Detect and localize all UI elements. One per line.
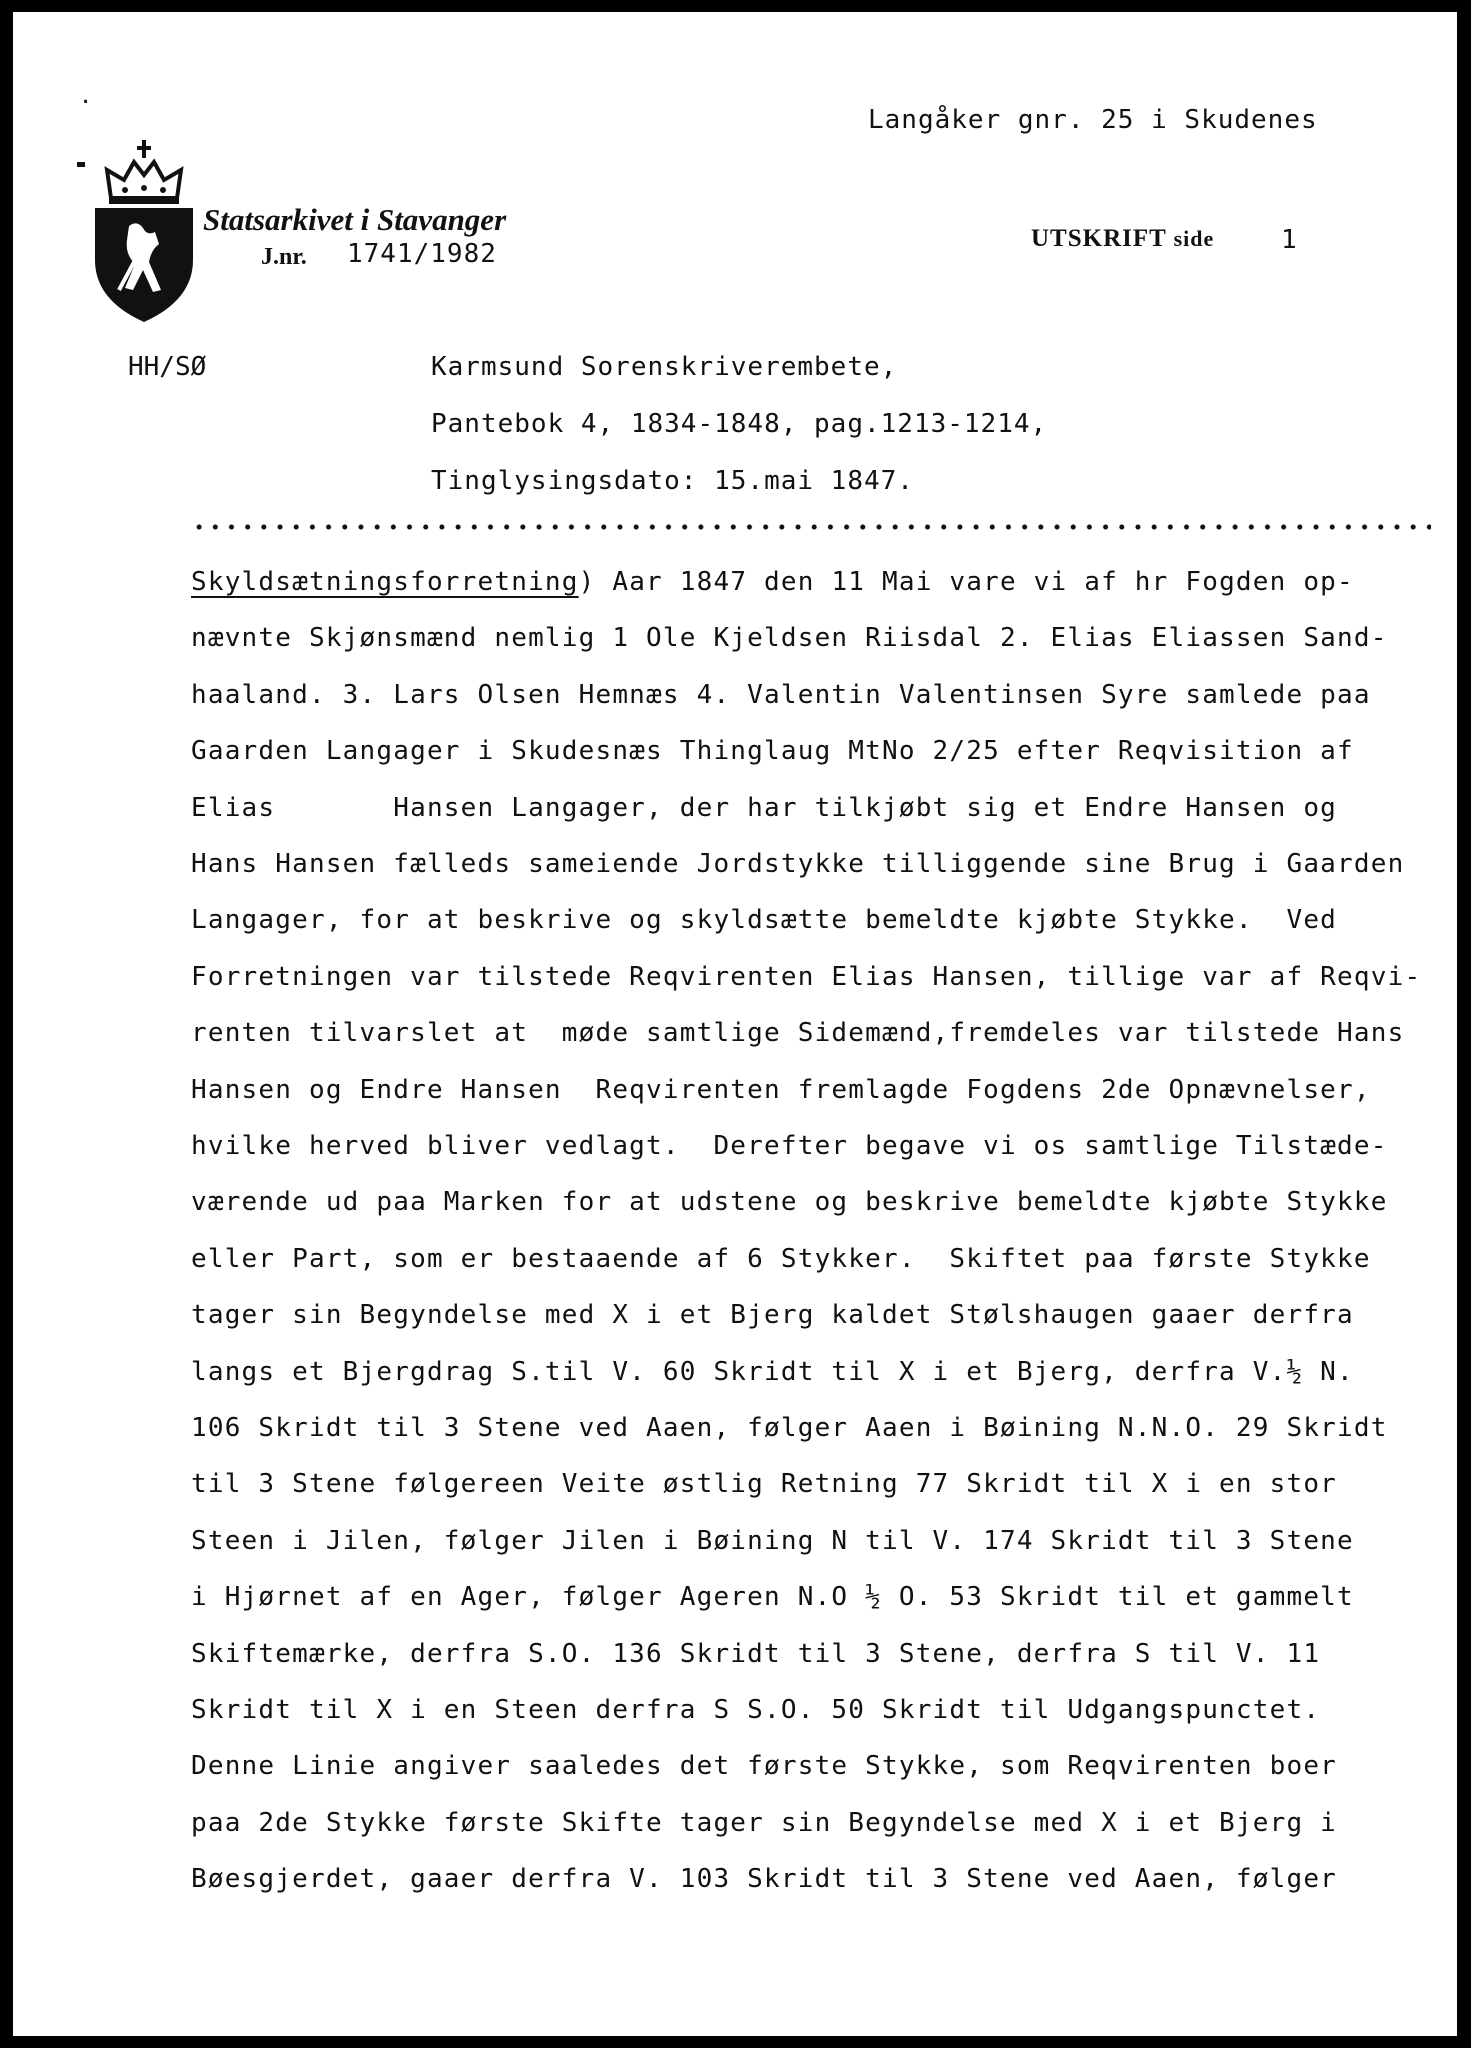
body-line-text: Forretningen var tilstede Reqvirenten Elias Hansen, tillige var af Reqvi- bbox=[191, 961, 1422, 992]
body-line bbox=[191, 1808, 1337, 1838]
body-line-text: værende ud paa Marken for at udstene og beskrive bemeldte kjøbte Stykke bbox=[191, 1187, 1388, 1218]
body-line-text: til 3 Stene følgereen Veite østlig Retning 77 Skridt til X i en stor bbox=[191, 1469, 1338, 1500]
body-line bbox=[191, 1300, 1354, 1330]
body-line-text: nævnte Skjønsmænd nemlig 1 Ole Kjeldsen Riisdal 2. Elias Eliassen Sand- bbox=[191, 623, 1388, 654]
body-line bbox=[191, 623, 1388, 653]
body-line-text: Denne Linie angiver saaledes det første Stykke, som Reqvirenten boer bbox=[191, 1751, 1338, 1782]
utskrift-label: UTSKRIFT bbox=[1031, 225, 1167, 252]
body-line bbox=[191, 1357, 1354, 1387]
body-line-text: 106 Skridt til 3 Stene ved Aaen, følger Aaen i Bøining N.N.O. 29 Skridt bbox=[191, 1413, 1388, 1443]
body-line bbox=[191, 1639, 1320, 1669]
transcript-label bbox=[1031, 225, 1214, 253]
body-line bbox=[191, 736, 1354, 766]
body-line bbox=[191, 1075, 1371, 1105]
body-line bbox=[191, 962, 1421, 992]
property-reference: Langåker gnr. 25 i Skudenes bbox=[868, 105, 1318, 135]
body-line-text: i Hjørnet af en Ager, følger Ageren N.O ½ O. 53 Skridt til et gammelt bbox=[191, 1582, 1354, 1613]
norwegian-coat-of-arms-icon bbox=[89, 140, 199, 325]
body-line bbox=[191, 1413, 1388, 1443]
side-label: side bbox=[1173, 226, 1215, 251]
document-heading: Skyldsætningsforretning bbox=[191, 567, 579, 597]
source-line: Tinglysingsdato: 15.mai 1847. bbox=[431, 466, 914, 496]
dotted-separator bbox=[191, 524, 1431, 530]
body-line bbox=[191, 905, 1337, 935]
body-line-text: Steen i Jilen, følger Jilen i Bøining N til V. 174 Skridt til 3 Stene bbox=[191, 1525, 1354, 1556]
scan-mark: · bbox=[79, 90, 93, 115]
body-line bbox=[191, 567, 1354, 597]
body-line bbox=[191, 1751, 1337, 1781]
body-line-text: Skridt til X i en Steen derfra S S.O. 50 Skridt til Udgangspunctet. bbox=[191, 1695, 1321, 1725]
author-initials: HH/SØ bbox=[128, 352, 207, 382]
body-line bbox=[191, 1244, 1371, 1274]
body-line bbox=[191, 1582, 1354, 1612]
body-line bbox=[191, 1864, 1337, 1894]
body-line bbox=[191, 1187, 1388, 1217]
body-line-text: Hansen og Endre Hansen Reqvirenten fremlagde Fogdens 2de Opnævnelser, bbox=[191, 1074, 1371, 1105]
body-line-text: Gaarden Langager i Skudesnæs Thinglaug MtNo 2/25 efter Reqvisition af bbox=[191, 736, 1354, 767]
body-line-text: Bøesgjerdet, gaaer derfra V. 103 Skridt til 3 Stene ved Aaen, følger bbox=[191, 1864, 1338, 1895]
body-line-text: renten tilvarslet at møde samtlige Sidemænd,fremdeles var tilstede Hans bbox=[191, 1018, 1405, 1049]
body-line bbox=[191, 1131, 1388, 1161]
page-number: 1 bbox=[1281, 225, 1297, 255]
body-line-text: haaland. 3. Lars Olsen Hemnæs 4. Valentin Valentinsen Syre samlede paa bbox=[191, 679, 1371, 710]
body-line-text: eller Part, som er bestaaende af 6 Stykker. Skiftet paa første Stykke bbox=[191, 1243, 1371, 1274]
body-line-text: Skiftemærke, derfra S.O. 136 Skridt til 3 Stene, derfra S til V. 11 bbox=[191, 1638, 1321, 1669]
body-line bbox=[191, 1526, 1354, 1556]
body-line bbox=[191, 1018, 1404, 1048]
body-line-text: Elias Hansen Langager, der har tilkjøbt sig et Endre Hansen og bbox=[191, 792, 1338, 823]
body-line-text: langs et Bjergdrag S.til V. 60 Skridt til X i et Bjerg, derfra V.½ N. bbox=[191, 1356, 1354, 1387]
body-line bbox=[191, 849, 1404, 879]
body-line-text: paa 2de Stykke første Skifte tager sin Begyndelse med X i et Bjerg i bbox=[191, 1807, 1338, 1838]
body-line-text: ) Aar 1847 den 11 Mai vare vi af hr Fogden op- bbox=[578, 567, 1354, 597]
scan-mark bbox=[77, 162, 85, 167]
document-page bbox=[13, 12, 1457, 2036]
source-line: Karmsund Sorenskriverembete, bbox=[431, 352, 898, 382]
body-line bbox=[191, 793, 1337, 823]
body-line-text: hvilke herved bliver vedlagt. Derefter begave vi os samtlige Tilstæde- bbox=[191, 1131, 1388, 1161]
archive-name: Statsarkivet i Stavanger bbox=[203, 202, 507, 237]
journal-number: 1741/1982 bbox=[347, 239, 497, 269]
body-line-text: tager sin Begyndelse med X i et Bjerg kaldet Stølshaugen gaaer derfra bbox=[191, 1300, 1354, 1331]
body-line bbox=[191, 1469, 1337, 1499]
journal-number-label: J.nr. bbox=[261, 244, 307, 270]
body-line bbox=[191, 1695, 1320, 1725]
body-line-text: Langager, for at beskrive og skyldsætte bemeldte kjøbte Stykke. Ved bbox=[191, 905, 1338, 936]
body-line-text: Hans Hansen fælleds sameiende Jordstykke tilliggende sine Brug i Gaarden bbox=[191, 849, 1405, 879]
body-line bbox=[191, 680, 1371, 710]
source-line: Pantebok 4, 1834-1848, pag.1213-1214, bbox=[431, 409, 1048, 439]
